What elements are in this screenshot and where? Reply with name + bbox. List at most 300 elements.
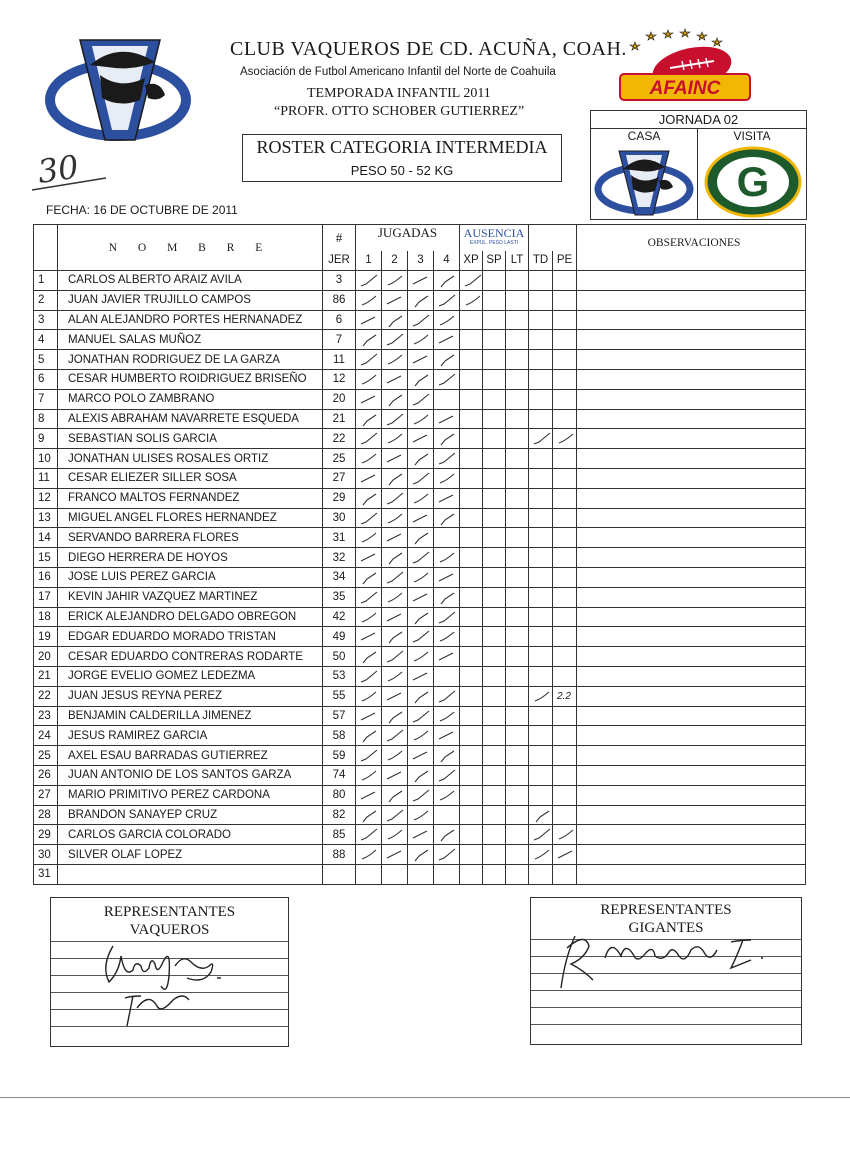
row-number: 19 xyxy=(34,627,58,647)
observations-cell xyxy=(577,528,806,548)
check-mark xyxy=(436,411,458,429)
play-1-cell xyxy=(356,765,382,785)
play-3-cell xyxy=(408,805,434,825)
play-4-cell xyxy=(434,369,460,389)
check-mark xyxy=(358,272,380,290)
check-mark-stroke xyxy=(362,692,376,701)
xp-cell xyxy=(460,746,483,766)
play-1-cell xyxy=(356,864,382,884)
check-mark xyxy=(384,490,406,508)
lt-cell xyxy=(506,845,529,865)
check-mark xyxy=(384,371,406,389)
check-mark xyxy=(358,450,380,468)
check-mark xyxy=(358,430,380,448)
table-row xyxy=(34,726,806,746)
play-4-cell xyxy=(434,607,460,627)
xp-cell xyxy=(460,350,483,370)
check-mark xyxy=(436,727,458,745)
check-mark xyxy=(410,450,432,468)
lt-cell xyxy=(506,666,529,686)
player-name: MIGUEL ANGEL FLORES HERNANDEZ xyxy=(58,508,323,528)
play-2-cell xyxy=(382,587,408,607)
check-mark-stroke xyxy=(362,533,376,542)
play-2-cell xyxy=(382,389,408,409)
sp-cell xyxy=(483,508,506,528)
check-mark xyxy=(436,351,458,369)
jersey-number: 3 xyxy=(323,271,356,291)
td-cell xyxy=(529,607,553,627)
play-2-cell xyxy=(382,627,408,647)
player-name: DIEGO HERRERA DE HOYOS xyxy=(58,548,323,568)
play-3-cell xyxy=(408,785,434,805)
jersey-number: 50 xyxy=(323,647,356,667)
play-3-cell xyxy=(408,765,434,785)
check-mark-stroke xyxy=(414,335,428,344)
check-mark-stroke xyxy=(361,354,377,365)
lt-cell xyxy=(506,429,529,449)
lt-cell xyxy=(506,686,529,706)
row-number: 14 xyxy=(34,528,58,548)
observations-cell xyxy=(577,350,806,370)
table-row xyxy=(34,647,806,667)
check-mark-stroke xyxy=(388,434,402,443)
sp-cell xyxy=(483,271,506,291)
play-4-cell xyxy=(434,350,460,370)
check-mark xyxy=(384,747,406,765)
observations-cell xyxy=(577,271,806,291)
check-mark xyxy=(384,569,406,587)
xp-cell xyxy=(460,468,483,488)
check-mark-stroke xyxy=(441,751,454,762)
check-mark-stroke xyxy=(439,336,453,343)
table-row xyxy=(34,567,806,587)
observations-cell xyxy=(577,468,806,488)
check-mark-stroke xyxy=(440,632,454,641)
row-number-header xyxy=(34,225,58,271)
check-mark-stroke xyxy=(413,752,427,759)
check-mark xyxy=(410,430,432,448)
row-number: 29 xyxy=(34,825,58,845)
check-mark xyxy=(531,826,553,844)
check-mark-stroke xyxy=(415,454,428,465)
row-number: 12 xyxy=(34,488,58,508)
row-number: 25 xyxy=(34,746,58,766)
check-mark xyxy=(436,371,458,389)
check-mark xyxy=(410,371,432,389)
check-mark-stroke xyxy=(439,453,455,464)
check-mark-stroke xyxy=(361,396,375,403)
check-mark xyxy=(384,668,406,686)
handwritten-count xyxy=(30,146,110,196)
check-mark-stroke xyxy=(440,553,454,562)
player-name: JONATHAN ULISES ROSALES ORTIZ xyxy=(58,449,323,469)
sp-cell xyxy=(483,350,506,370)
td-cell xyxy=(529,271,553,291)
check-mark xyxy=(436,549,458,567)
observations-cell xyxy=(577,548,806,568)
jersey-number: 12 xyxy=(323,369,356,389)
row-number: 28 xyxy=(34,805,58,825)
check-mark xyxy=(384,846,406,864)
xp-cell xyxy=(460,528,483,548)
check-mark xyxy=(384,331,406,349)
play-2-cell xyxy=(382,369,408,389)
td-cell xyxy=(529,330,553,350)
play-2-cell xyxy=(382,409,408,429)
play-3-cell xyxy=(408,369,434,389)
check-mark xyxy=(410,846,432,864)
jersey-number: 7 xyxy=(323,330,356,350)
play-3-cell xyxy=(408,508,434,528)
td-cell xyxy=(529,805,553,825)
check-mark xyxy=(384,609,406,627)
play-2-cell xyxy=(382,567,408,587)
play-2-cell xyxy=(382,468,408,488)
check-mark-stroke xyxy=(415,692,428,703)
check-mark xyxy=(462,292,483,310)
play-3-cell xyxy=(408,389,434,409)
check-mark-stroke xyxy=(363,652,376,663)
sp-cell xyxy=(483,587,506,607)
row-number: 26 xyxy=(34,765,58,785)
packers-g-letter: G xyxy=(736,158,770,205)
check-mark xyxy=(384,292,406,310)
table-row xyxy=(34,508,806,528)
check-mark-stroke xyxy=(362,296,376,305)
sp-cell xyxy=(483,805,506,825)
td-header: TD xyxy=(529,251,553,271)
row-number: 10 xyxy=(34,449,58,469)
play-2-cell xyxy=(382,785,408,805)
play-1-cell xyxy=(356,805,382,825)
observations-cell xyxy=(577,449,806,469)
observations-cell xyxy=(577,567,806,587)
lt-cell xyxy=(506,350,529,370)
play-2-cell xyxy=(382,864,408,884)
lt-cell xyxy=(506,271,529,291)
check-mark xyxy=(410,609,432,627)
play-2-cell xyxy=(382,290,408,310)
pe-cell xyxy=(553,468,577,488)
sp-cell xyxy=(483,528,506,548)
check-mark xyxy=(410,747,432,765)
play-1-cell xyxy=(356,785,382,805)
sp-cell xyxy=(483,726,506,746)
play-4-cell xyxy=(434,389,460,409)
table-row xyxy=(34,666,806,686)
play-2-cell xyxy=(382,647,408,667)
play-3-cell xyxy=(408,825,434,845)
jersey-number: 74 xyxy=(323,765,356,785)
play-4-cell xyxy=(434,686,460,706)
lt-cell xyxy=(506,488,529,508)
check-mark-stroke xyxy=(362,454,376,463)
check-mark-stroke xyxy=(413,594,427,601)
play-3-cell xyxy=(408,845,434,865)
check-mark-stroke xyxy=(414,731,428,740)
check-mark xyxy=(436,747,458,765)
check-mark-stroke xyxy=(440,474,454,483)
xp-cell xyxy=(460,666,483,686)
check-mark-stroke xyxy=(439,295,455,306)
check-mark-stroke xyxy=(439,495,453,502)
row-number: 8 xyxy=(34,409,58,429)
xp-cell xyxy=(460,726,483,746)
check-mark-stroke xyxy=(361,513,377,524)
check-mark-stroke xyxy=(413,552,429,563)
check-mark-stroke xyxy=(389,553,402,564)
check-mark xyxy=(410,826,432,844)
lt-cell xyxy=(506,627,529,647)
check-mark-stroke xyxy=(362,771,376,780)
player-name: JORGE EVELIO GOMEZ LEDEZMA xyxy=(58,666,323,686)
table-row xyxy=(34,864,806,884)
check-mark xyxy=(436,648,458,666)
pe-cell xyxy=(553,607,577,627)
play-1-cell xyxy=(356,310,382,330)
check-mark xyxy=(358,529,380,547)
play-4-header: 4 xyxy=(434,251,460,271)
observations-cell xyxy=(577,310,806,330)
jersey-number: 86 xyxy=(323,290,356,310)
check-mark xyxy=(358,411,380,429)
jersey-number: 58 xyxy=(323,726,356,746)
check-mark xyxy=(531,846,553,864)
check-mark xyxy=(410,312,432,330)
sp-cell xyxy=(483,706,506,726)
check-mark-stroke xyxy=(387,534,401,541)
check-mark-stroke xyxy=(362,375,376,384)
td-cell xyxy=(529,310,553,330)
sp-cell xyxy=(483,468,506,488)
jersey-number: 6 xyxy=(323,310,356,330)
check-mark xyxy=(436,470,458,488)
play-3-header: 3 xyxy=(408,251,434,271)
td-cell xyxy=(529,686,553,706)
row-number: 22 xyxy=(34,686,58,706)
pe-cell xyxy=(553,429,577,449)
check-mark-stroke xyxy=(389,712,402,723)
check-mark xyxy=(436,708,458,726)
check-mark xyxy=(358,846,380,864)
check-mark xyxy=(410,569,432,587)
observations-cell xyxy=(577,825,806,845)
play-1-cell xyxy=(356,627,382,647)
td-cell xyxy=(529,369,553,389)
observations-cell xyxy=(577,330,806,350)
play-3-cell xyxy=(408,587,434,607)
xp-cell xyxy=(460,548,483,568)
sp-cell xyxy=(483,765,506,785)
roster-body xyxy=(34,271,806,885)
check-mark-stroke xyxy=(413,631,429,642)
player-name: JESUS RAMIREZ GARCIA xyxy=(58,726,323,746)
check-mark xyxy=(410,628,432,646)
row-number: 7 xyxy=(34,389,58,409)
check-mark xyxy=(384,450,406,468)
play-2-cell xyxy=(382,607,408,627)
td-cell xyxy=(529,726,553,746)
pe-cell xyxy=(553,350,577,370)
check-mark xyxy=(410,648,432,666)
player-name: CESAR EDUARDO CONTRERAS RODARTE xyxy=(58,647,323,667)
play-2-cell xyxy=(382,706,408,726)
sp-cell xyxy=(483,409,506,429)
check-mark xyxy=(410,529,432,547)
play-1-cell xyxy=(356,271,382,291)
check-mark-stroke xyxy=(387,455,401,462)
check-mark xyxy=(358,470,380,488)
check-mark-stroke xyxy=(414,415,428,424)
check-mark-stroke xyxy=(534,433,550,444)
row-number: 1 xyxy=(34,271,58,291)
player-name: CARLOS ALBERTO ARAIZ AVILA xyxy=(58,271,323,291)
td-cell xyxy=(529,488,553,508)
pe-cell xyxy=(553,726,577,746)
player-name: CESAR ELIEZER SILLER SOSA xyxy=(58,468,323,488)
table-row xyxy=(34,607,806,627)
check-mark-stroke xyxy=(413,790,429,801)
play-2-cell xyxy=(382,528,408,548)
check-mark xyxy=(436,589,458,607)
check-mark-stroke xyxy=(414,811,428,820)
table-row xyxy=(34,389,806,409)
check-mark-stroke xyxy=(361,713,375,720)
check-mark xyxy=(358,747,380,765)
play-3-cell xyxy=(408,409,434,429)
check-mark-stroke xyxy=(389,395,402,406)
check-mark xyxy=(384,549,406,567)
check-mark-stroke xyxy=(389,632,402,643)
observations-cell xyxy=(577,746,806,766)
play-4-cell xyxy=(434,666,460,686)
table-row xyxy=(34,290,806,310)
row-number: 16 xyxy=(34,567,58,587)
td-cell xyxy=(529,409,553,429)
observations-cell xyxy=(577,864,806,884)
td-cell xyxy=(529,508,553,528)
xp-cell xyxy=(460,330,483,350)
play-2-cell xyxy=(382,488,408,508)
sp-cell xyxy=(483,449,506,469)
sp-cell xyxy=(483,746,506,766)
play-3-cell xyxy=(408,528,434,548)
check-mark xyxy=(410,589,432,607)
check-mark-stroke xyxy=(441,355,454,366)
check-mark xyxy=(384,470,406,488)
play-4-cell xyxy=(434,706,460,726)
check-mark-stroke xyxy=(361,475,375,482)
check-mark xyxy=(358,727,380,745)
check-mark xyxy=(358,331,380,349)
check-mark-stroke xyxy=(439,374,455,385)
play-2-cell xyxy=(382,271,408,291)
check-mark xyxy=(384,411,406,429)
lt-header: LT xyxy=(506,251,529,271)
check-mark-stroke xyxy=(535,692,549,701)
play-4-cell xyxy=(434,271,460,291)
play-3-cell xyxy=(408,607,434,627)
check-mark-stroke xyxy=(387,572,403,583)
lt-cell xyxy=(506,607,529,627)
play-3-cell xyxy=(408,310,434,330)
check-mark-stroke xyxy=(363,494,376,505)
sp-cell xyxy=(483,567,506,587)
play-4-cell xyxy=(434,310,460,330)
away-team-logo xyxy=(703,145,803,219)
player-name: JUAN JESUS REYNA PEREZ xyxy=(58,686,323,706)
check-mark xyxy=(358,351,380,369)
player-name: MANUEL SALAS MUÑOZ xyxy=(58,330,323,350)
jersey-number: 25 xyxy=(323,449,356,469)
table-row xyxy=(34,429,806,449)
check-mark-stroke xyxy=(363,811,376,822)
observations-cell xyxy=(577,587,806,607)
xp-cell xyxy=(460,805,483,825)
check-mark xyxy=(436,510,458,528)
check-mark xyxy=(358,569,380,587)
check-mark-stroke xyxy=(387,851,401,858)
xp-cell xyxy=(460,864,483,884)
check-mark xyxy=(436,490,458,508)
check-mark xyxy=(410,510,432,528)
check-mark xyxy=(436,569,458,587)
table-row xyxy=(34,825,806,845)
check-mark-stroke xyxy=(413,315,429,326)
play-2-cell xyxy=(382,805,408,825)
jersey-hash-header: # xyxy=(323,225,356,251)
td-cell xyxy=(529,845,553,865)
sp-cell xyxy=(483,330,506,350)
observations-cell xyxy=(577,666,806,686)
td-cell xyxy=(529,449,553,469)
season-honoree: “PROFR. OTTO SCHOBER GUTIERREZ” xyxy=(274,104,525,119)
play-2-cell xyxy=(382,686,408,706)
xp-cell xyxy=(460,785,483,805)
jersey-number: 49 xyxy=(323,627,356,647)
play-4-cell xyxy=(434,429,460,449)
check-mark xyxy=(410,391,432,409)
check-mark-stroke xyxy=(361,671,377,682)
play-3-cell xyxy=(408,567,434,587)
check-mark xyxy=(410,688,432,706)
check-mark xyxy=(358,767,380,785)
pe-cell xyxy=(553,528,577,548)
rep-left-team: VAQUEROS xyxy=(129,922,210,938)
table-row xyxy=(34,468,806,488)
play-3-cell xyxy=(408,488,434,508)
lt-cell xyxy=(506,647,529,667)
check-mark xyxy=(384,272,406,290)
check-mark xyxy=(384,688,406,706)
player-name: AXEL ESAU BARRADAS GUTIERREZ xyxy=(58,746,323,766)
play-4-cell xyxy=(434,468,460,488)
jornada-title: JORNADA 02 xyxy=(591,112,806,129)
pe-cell xyxy=(553,290,577,310)
check-mark-stroke xyxy=(362,613,376,622)
check-mark-stroke xyxy=(363,335,376,346)
table-row xyxy=(34,330,806,350)
play-3-cell xyxy=(408,706,434,726)
jersey-number: 22 xyxy=(323,429,356,449)
jornada-box xyxy=(590,110,807,220)
observations-cell xyxy=(577,409,806,429)
absence-header-title: AUSENCIA xyxy=(463,226,525,240)
absence-header-sub: EXPUL. PESO LASTI xyxy=(469,240,519,246)
play-2-cell xyxy=(382,666,408,686)
check-mark-stroke xyxy=(388,830,402,839)
check-mark xyxy=(358,589,380,607)
